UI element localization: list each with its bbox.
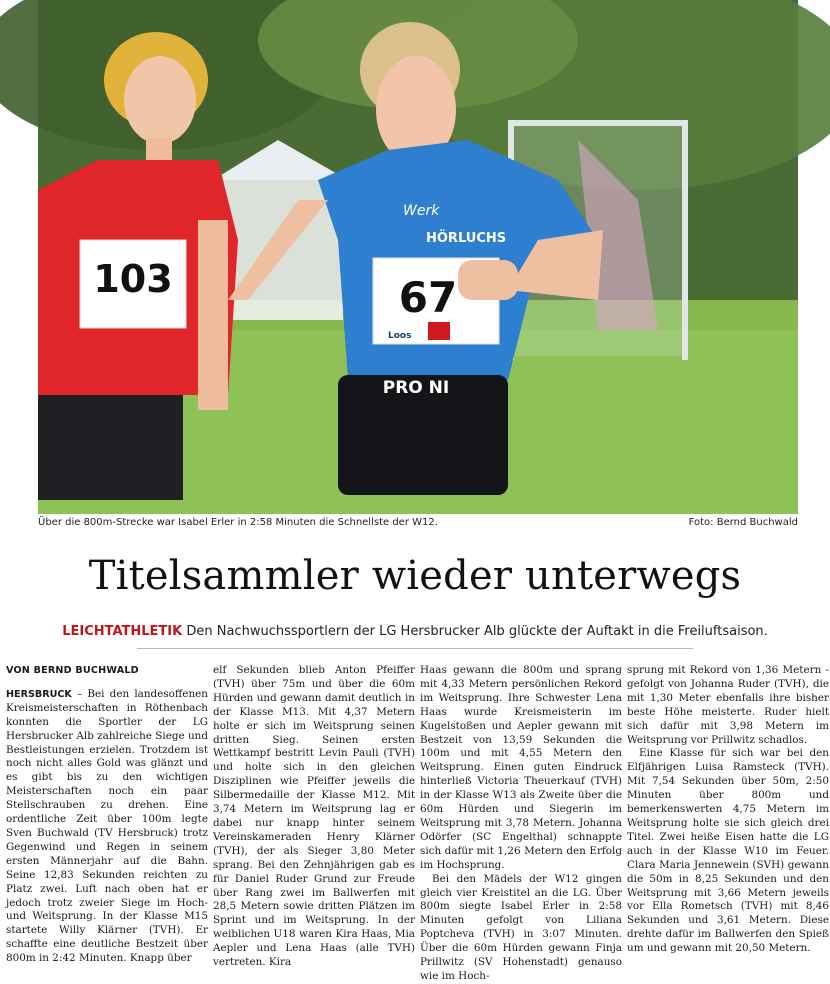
dek-text: Den Nachwuchssportlern der LG Hersbrucker Alb glückte der Auftakt in die Freiluftsaison. <box>186 624 768 639</box>
column-3-paragraph-1: Haas gewann die 800m und sprang mit 4,33 Metern persönlichen Rekord im Weitsprung. Ihre Schwester Lena Haas wurde Kreismeisterin im Kugelstoßen und Aepler gewann mit Bestzeit von 13,59 Sekunden die 100m und mit 4,55 Metern den Weitsprung. Einen guten Eindruck hinterließ Victoria Theuerkauf (TVH) in der Klasse W13 als Zweite über die 60m Hürden und Siegerin im Weitsprung mit 3,78 Metern. Johanna Odörfer (SC Engelthal) schnappte sich dafür mit 1,26 Metern den Erfolg im Hochsprung. <box>420 664 622 871</box>
bib-brand: Loos <box>388 331 412 341</box>
shorts-text: PRO NI <box>382 378 450 398</box>
column-4 <box>627 664 829 960</box>
photo-caption: Über die 800m-Strecke war Isabel Erler in 2:58 Minuten die Schnellste der W12. <box>38 517 438 528</box>
column-4-paragraph-2: Eine Klasse für sich war bei den Elfjährigen Luisa Ramsteck (TVH). Mit 7,54 Sekunden über 50m, 2:50 Minuten über 800m und bemerkenswerten 4,75 Metern im Weitsprung holte sie sich gleich drei Titel. Zwei heiße Eisen hatte die LG auch in der Klasse W10 im Feuer. Clara Maria Jennewein (SVH) gewann die 50m in 8,25 Sekunden und den Weitsprung mit 3,66 Metern jeweils vor Ella Rometsch (TVH) mit 8,46 Sekunden und 3,61 Metern. Diese drehte dafür im Ballwerfen den Spieß um und gewann mit 20,50 Metern. <box>627 747 829 955</box>
column-1 <box>6 664 208 965</box>
article-headline: Titelsammler wieder unterwegs <box>88 553 742 599</box>
headline-rule <box>137 648 693 649</box>
article-body <box>6 664 829 982</box>
byline: VON BERND BUCHWALD <box>6 665 139 676</box>
photo-credit: Foto: Bernd Buchwald <box>688 517 798 528</box>
column-3 <box>420 664 622 982</box>
column-4-paragraph-1: sprung mit Rekord von 1,36 Metern - gefolgt von Johanna Ruder (TVH), die mit 1,30 Meter ebenfalls ihre bisher beste Höhe meisterte. Ruder hielt sich dafür mit 3,98 Metern im Weitsprung vor Prillwitz schadlos. <box>627 664 829 746</box>
column-1-text: – Bei den landesoffenen Kreismeisterschaften in Röthenbach konnten die Sportler der LG Hersbrucker Alb zahlreiche Siege und Bestleistungen erzielen. Trotzdem ist noch nicht alles Gold was glänzt und es gibt bis zu den wichtigen Meisterschaften noch ein paar Stellschrauben zu drehen. Eine ordentliche Zeit über 100m legte Sven Buchwald (TV Hersbruck) trotz Gegenwind und Regen in seinem ersten Männerjahr auf die Bahn. Seine 12,83 Sekunden reichten zu Platz zwei. Luft nach oben hat er jedoch trotz zweier Siege im Hoch- und Weitsprung. In der Klasse M15 startete Willy Klärner (TVH). Er schaffte eine deutliche Bestzeit über 800m in 2:42 Minuten. Knapp über <box>6 687 208 965</box>
shirt-text: HÖRLUCHS <box>426 231 507 246</box>
shirt-logo: Werk <box>403 203 440 219</box>
bib-number-right: 67 <box>398 273 458 322</box>
article-photo <box>38 0 798 514</box>
section-kicker: LEICHTATHLETIK <box>62 624 183 639</box>
article-dek <box>0 624 830 639</box>
photo-caption-row <box>38 517 798 533</box>
column-2 <box>213 664 415 969</box>
dateline: HERSBRUCK <box>6 688 72 700</box>
column-3-paragraph-2: Bei den Mädels der W12 gingen gleich vier Kreistitel an die LG. Über 800m siegte Isabel Erler in 2:58 Minuten gefolgt von Liliana Poptcheva (TVH) in 3:07 Minuten. Über die 60m Hürden gewann Finja Prillwitz (SV Hohenstadt) genauso wie im Hoch- <box>420 872 622 982</box>
paragraph <box>6 688 208 966</box>
athletes-photo <box>38 0 798 514</box>
column-2-text: elf Sekunden blieb Anton Pfeiffer (TVH) über 75m und über die 60m Hürden und gewann damit deutlich in der Klasse M13. Mit 4,37 Metern holte er sich im Weitsprung seinen dritten Sieg. Seinen ersten Wettkampf bestritt Levin Pauli (TVH) und holte sich in den gleichen Disziplinen wie Pfeiffer jeweils die Silbermedaille der Klasse M12. Mit 3,74 Metern im Weitsprung lag er dabei nur knapp hinter seinem Vereinskameraden Henry Klärner (TVH), der als Sieger 3,80 Meter sprang. Bei den Zehnjährigen gab es für Daniel Ruder Grund zur Freude über Rang zwei im Ballwerfen mit 28,5 Metern sowie dritten Plätzen im Sprint und im Weitsprung. In der weiblichen U18 waren Kira Haas, Mia Aepler und Lena Haas (alle TVH) vertreten. Kira <box>213 664 415 969</box>
bib-number-left: 103 <box>93 257 173 301</box>
